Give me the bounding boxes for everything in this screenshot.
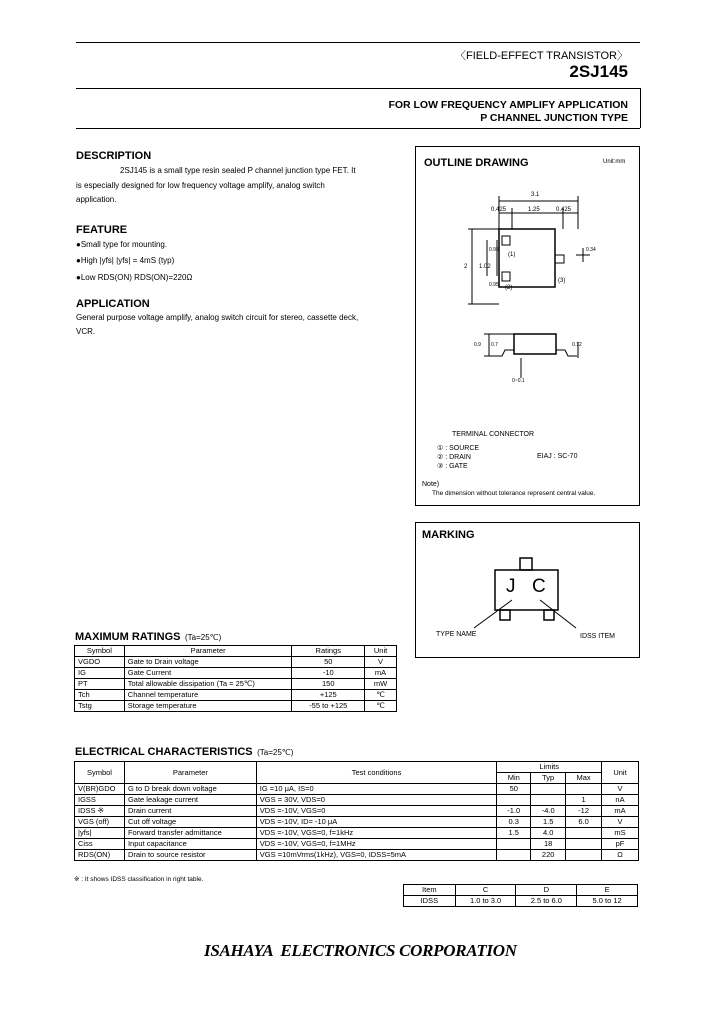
type-name-label: TYPE NAME [436, 631, 477, 638]
application-line-1: General purpose voltage amplify, analog switch circuit for stereo, cassette deck, [76, 313, 359, 322]
header-cell: E [577, 885, 638, 896]
cell: 1.5 [497, 828, 531, 839]
cell: Drain current [124, 806, 256, 817]
marking-left-pin [500, 610, 510, 620]
cell [497, 839, 531, 850]
cell: pF [602, 839, 639, 850]
cell: 1.5 [531, 817, 566, 828]
cell: 220 [531, 850, 566, 861]
electrical-table [74, 761, 639, 861]
header-cell: Test conditions [256, 762, 497, 784]
cell: Cut off voltage [124, 817, 256, 828]
cell: IDSS [404, 896, 456, 907]
dim-overall-width: 3.1 [531, 192, 540, 198]
cell [531, 795, 566, 806]
dim-label: 1.25 [528, 207, 540, 213]
table-row [404, 885, 638, 896]
cell: V(BR)GDO [75, 784, 125, 795]
cell: IG [75, 668, 125, 679]
cell: Channel temperature [124, 690, 292, 701]
terminal-item: ③ : GATE [437, 463, 468, 470]
dim-label: 0.9 [474, 342, 481, 348]
dim-label: 0.12 [572, 342, 582, 348]
eiaj-code: EIAJ : SC-70 [537, 453, 578, 460]
note-text: The dimension without tolerance represent central value. [432, 490, 596, 497]
table-row [75, 817, 639, 828]
cell: Tstg [75, 701, 125, 712]
cell: Tch [75, 690, 125, 701]
subtitle-2: P CHANNEL JUNCTION TYPE [480, 112, 628, 124]
subtitle-1: FOR LOW FREQUENCY AMPLIFY APPLICATION [388, 99, 628, 111]
description-line-3: application. [76, 195, 117, 204]
description-heading: DESCRIPTION [76, 150, 152, 162]
cell [531, 784, 566, 795]
cell: 1.0 to 3.0 [455, 896, 516, 907]
cell: 50 [497, 784, 531, 795]
cell: 0.3 [497, 817, 531, 828]
cell: |yfs| [75, 828, 125, 839]
dim-label: 0.95 [489, 282, 499, 288]
cell: Input capacitance [124, 839, 256, 850]
cell: mA [602, 806, 639, 817]
application-heading: APPLICATION [76, 298, 150, 310]
marking-right-pin [544, 610, 554, 620]
pin-label: (3) [558, 278, 566, 284]
cell: VGS =10mVrms(1kHz), VGS=0, IDSS=5mA [256, 850, 497, 861]
cell: 5.0 to 12 [577, 896, 638, 907]
cell: 6.0 [566, 817, 602, 828]
idss-item-label: IDSS ITEM [580, 633, 616, 640]
cell [566, 839, 602, 850]
outline-title: OUTLINE DRAWING [424, 157, 529, 169]
header-cell: Unit [365, 646, 397, 657]
cell: V [602, 817, 639, 828]
header-cell: Limits [497, 762, 602, 773]
cell: -4.0 [531, 806, 566, 817]
terminal-title: TERMINAL CONNECTOR [452, 431, 535, 438]
cell [566, 828, 602, 839]
cell: Gate leakage current [124, 795, 256, 806]
feature-item: ●Small type for mounting. [76, 240, 168, 249]
header-cell: Parameter [124, 762, 256, 784]
cell: -10 [292, 668, 365, 679]
electrical-heading: ELECTRICAL CHARACTERISTICS [75, 746, 253, 758]
cell: mS [602, 828, 639, 839]
marking-title: MARKING [422, 529, 475, 541]
application-line-2: VCR. [76, 327, 96, 336]
idss-classification-table [403, 884, 638, 907]
cell: VDS =-10V, VGS=0 [256, 806, 497, 817]
cell: Ω [602, 850, 639, 861]
cell: VDS =-10V, VGS=0, f=1MHz [256, 839, 497, 850]
marking-package [495, 570, 558, 610]
company-name: ISAHAYA ELECTRONICS CORPORATION [204, 941, 517, 960]
cell: Gate Current [124, 668, 292, 679]
table-row [75, 828, 639, 839]
category-label: 〈FIELD-EFFECT TRANSISTOR〉 [455, 50, 628, 62]
header-cell: Unit [602, 762, 639, 784]
dim-label: 0.7 [491, 342, 498, 348]
cell: V [365, 657, 397, 668]
cell: 150 [292, 679, 365, 690]
electrical-title [75, 742, 293, 760]
cell: IDSS ※ [75, 806, 125, 817]
marking-char-j: J [506, 576, 516, 597]
cell: VDS =-10V, VGS=0, f=1kHz [256, 828, 497, 839]
part-number: 2SJ145 [569, 62, 628, 81]
description-line-1: 2SJ145 is a small type resin sealed P channel junction type FET. It [120, 166, 356, 175]
description-line-2: is especially designed for low frequency voltage amplify, analog switch [76, 181, 325, 190]
cell: 2.5 to 6.0 [516, 896, 577, 907]
table-row [75, 701, 397, 712]
cell [566, 784, 602, 795]
cell: PT [75, 679, 125, 690]
note-label: Note) [422, 481, 440, 488]
dim-label: 2 [464, 264, 468, 270]
header-cell: Ratings [292, 646, 365, 657]
table-row [75, 668, 397, 679]
marking-char-c: C [532, 576, 546, 597]
table-row [75, 690, 397, 701]
table-row [75, 784, 639, 795]
pin-label: (2) [505, 285, 513, 291]
terminal-item: ② : DRAIN [437, 454, 471, 461]
header-cell: Item [404, 885, 456, 896]
dim-label: 0.34 [586, 247, 596, 253]
dim-label: 0.425 [491, 207, 507, 213]
header-cell: Parameter [124, 646, 292, 657]
table-row [75, 839, 639, 850]
header-cell: Symbol [75, 646, 125, 657]
header-cell: Symbol [75, 762, 125, 784]
dim-label: 1.02 [479, 264, 491, 270]
cell: mW [365, 679, 397, 690]
dim-label: 0.95 [489, 247, 499, 253]
max-ratings-title [75, 627, 221, 645]
cell: 4.0 [531, 828, 566, 839]
cell: ℃ [365, 690, 397, 701]
cell [566, 850, 602, 861]
electrical-condition: (Ta=25℃) [257, 748, 294, 757]
marking-top-pin [520, 558, 532, 570]
table-row [75, 657, 397, 668]
cell: 18 [531, 839, 566, 850]
table-row [75, 806, 639, 817]
header-cell: Max [566, 773, 602, 784]
cell: -1.0 [497, 806, 531, 817]
cell: mA [365, 668, 397, 679]
cell: V [602, 784, 639, 795]
cell: 50 [292, 657, 365, 668]
cell: IG =10 μA, IS=0 [256, 784, 497, 795]
cell: RDS(ON) [75, 850, 125, 861]
outline-unit: Unit:mm [603, 159, 626, 165]
table-row [75, 795, 639, 806]
cell: ℃ [365, 701, 397, 712]
header-cell: D [516, 885, 577, 896]
cell [497, 850, 531, 861]
cell: nA [602, 795, 639, 806]
dim-label: 0~0.1 [512, 378, 525, 384]
cell: G to D break down voltage [124, 784, 256, 795]
header-cell: C [455, 885, 516, 896]
cell: -55 to +125 [292, 701, 365, 712]
pin-label: (1) [508, 252, 516, 258]
max-ratings-condition: (Ta=25℃) [184, 633, 222, 642]
cell: IGSS [75, 795, 125, 806]
cell: Gate to Drain voltage [124, 657, 292, 668]
cell: +125 [292, 690, 365, 701]
cell [497, 795, 531, 806]
cell: Forward transfer admittance [124, 828, 256, 839]
cell: 1 [566, 795, 602, 806]
terminal-item: ① : SOURCE [437, 445, 480, 452]
header-cell: Typ [531, 773, 566, 784]
table-row [75, 679, 397, 690]
header-cell: Min [497, 773, 531, 784]
max-ratings-heading: MAXIMUM RATINGS [75, 631, 181, 643]
cell: Total allowable dissipation (Ta = 25℃) [124, 679, 292, 690]
table-row [75, 762, 639, 773]
cell: Drain to source resistor [124, 850, 256, 861]
feature-item: ●Low RDS(ON) RDS(ON)=220Ω [76, 273, 193, 282]
cell: VGDO [75, 657, 125, 668]
feature-item: ●High |yfs| |yfs| = 4mS (typ) [76, 256, 175, 265]
table-row [75, 850, 639, 861]
table-row [75, 646, 397, 657]
cell: Storage temperature [124, 701, 292, 712]
cell: VGS (off) [75, 817, 125, 828]
dim-label: 0.425 [556, 207, 572, 213]
electrical-footnote: ※ : It shows IDSS classification in right table. [74, 876, 204, 883]
feature-heading: FEATURE [76, 224, 128, 236]
cell: VDS =-10V, ID= -10 μA [256, 817, 497, 828]
cell: -12 [566, 806, 602, 817]
table-row [404, 896, 638, 907]
cell: VGS = 30V, VDS=0 [256, 795, 497, 806]
max-ratings-table [74, 645, 397, 712]
cell: Ciss [75, 839, 125, 850]
